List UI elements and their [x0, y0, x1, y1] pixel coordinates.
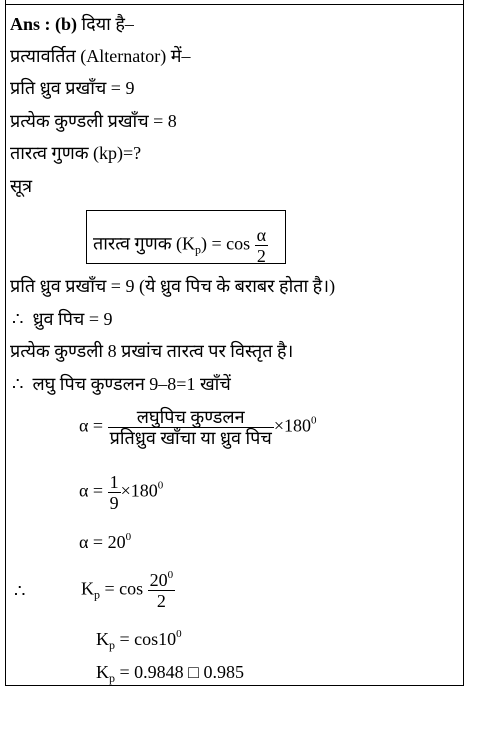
- kp-value-line: [96, 661, 244, 683]
- formula-denominator: 2: [256, 246, 266, 266]
- kp-subscript: p: [94, 587, 100, 602]
- formula-lhs: तारत्व गुणक (K: [93, 233, 196, 254]
- kp-cos-eq: = cos: [104, 578, 144, 599]
- alpha-substitution: [79, 472, 163, 513]
- formula-lhs-subscript: p: [195, 242, 202, 257]
- kp-subscript-3: p: [109, 671, 115, 685]
- kp-lhs-2: K: [96, 629, 109, 649]
- degree-mark: 0: [310, 414, 317, 427]
- therefore-symbol-3: ∴: [14, 581, 26, 601]
- alpha-result-line: [79, 531, 131, 553]
- degree-mark-4: 0: [167, 569, 174, 581]
- twenty: 20: [149, 570, 168, 590]
- formula-expression: [93, 225, 268, 266]
- answer-heading: Ans : (b): [10, 14, 78, 34]
- one: 1: [109, 472, 119, 492]
- nine: 9: [109, 493, 119, 513]
- formula-rhs: ) = cos: [201, 233, 251, 254]
- twenty-degree: [148, 570, 176, 591]
- twenty-over-two: [148, 570, 176, 611]
- given-label: दिया है–: [81, 14, 134, 34]
- kp-cos10: = cos10: [119, 629, 177, 649]
- pole-pitch-value: ध्रुव पिच = 9: [32, 309, 113, 329]
- alpha-definition: [79, 407, 316, 448]
- answer-box: [5, 4, 464, 686]
- alpha-times-180-2: ×180: [120, 480, 158, 501]
- formula-label: सूत्र: [10, 176, 33, 196]
- therefore-symbol-2: ∴: [12, 374, 24, 394]
- alpha-times-180: ×180: [273, 415, 311, 436]
- kp-lhs-3: K: [96, 662, 109, 682]
- answer-heading-line: [10, 13, 134, 35]
- degree-mark-2: 0: [157, 479, 164, 492]
- alpha-fraction: [108, 407, 274, 448]
- pole-pitch-value-line: [12, 308, 113, 330]
- one-ninth-fraction: [108, 472, 121, 513]
- coil-pitch-given: प्रत्येक कुण्डली प्रखाँच = 8: [10, 111, 177, 131]
- kp-subscript-2: p: [109, 638, 115, 652]
- pole-pitch-note: प्रति ध्रुव प्रखाँच = 9 (ये ध्रुव पिच के बराबर होता है।): [10, 276, 336, 296]
- kp-cos10-line: [96, 628, 182, 650]
- formula-numerator: α: [256, 225, 267, 245]
- kp-lhs: K: [81, 578, 94, 599]
- find-pitch-factor: तारत्व गुणक (kp)=?: [10, 143, 142, 163]
- alternator-context: प्रत्यावर्तित (Alternator) में–: [10, 46, 191, 66]
- alpha-numerator: लघुपिच कुण्डलन: [108, 407, 274, 428]
- degree-mark-5: 0: [176, 628, 182, 640]
- two: 2: [156, 591, 166, 611]
- degree-mark-3: 0: [125, 531, 132, 543]
- pole-pitch-given: प्रति ध्रुव प्रखाँच = 9: [10, 78, 135, 98]
- kp-cos-fraction-line: [81, 570, 175, 611]
- pitch-factor-formula: [86, 210, 286, 264]
- short-pitch-statement: लघु पिच कुण्डलन 9–8=1 खाँचें: [32, 374, 231, 394]
- alpha-denominator: प्रतिध्रुव खाँचा या ध्रुव पिच: [109, 428, 272, 448]
- alpha-eq-2: α =: [79, 480, 104, 501]
- alpha-eq: α =: [79, 415, 104, 436]
- alpha-result: α = 20: [79, 532, 126, 552]
- formula-fraction: [255, 225, 268, 266]
- kp-value: = 0.9848 □ 0.985: [119, 662, 245, 682]
- coil-span-statement: प्रत्येक कुण्डली 8 प्रखांच तारत्व पर विस्तृत है।: [10, 341, 294, 361]
- therefore-symbol: ∴: [12, 309, 24, 329]
- short-pitch-line: [12, 373, 231, 395]
